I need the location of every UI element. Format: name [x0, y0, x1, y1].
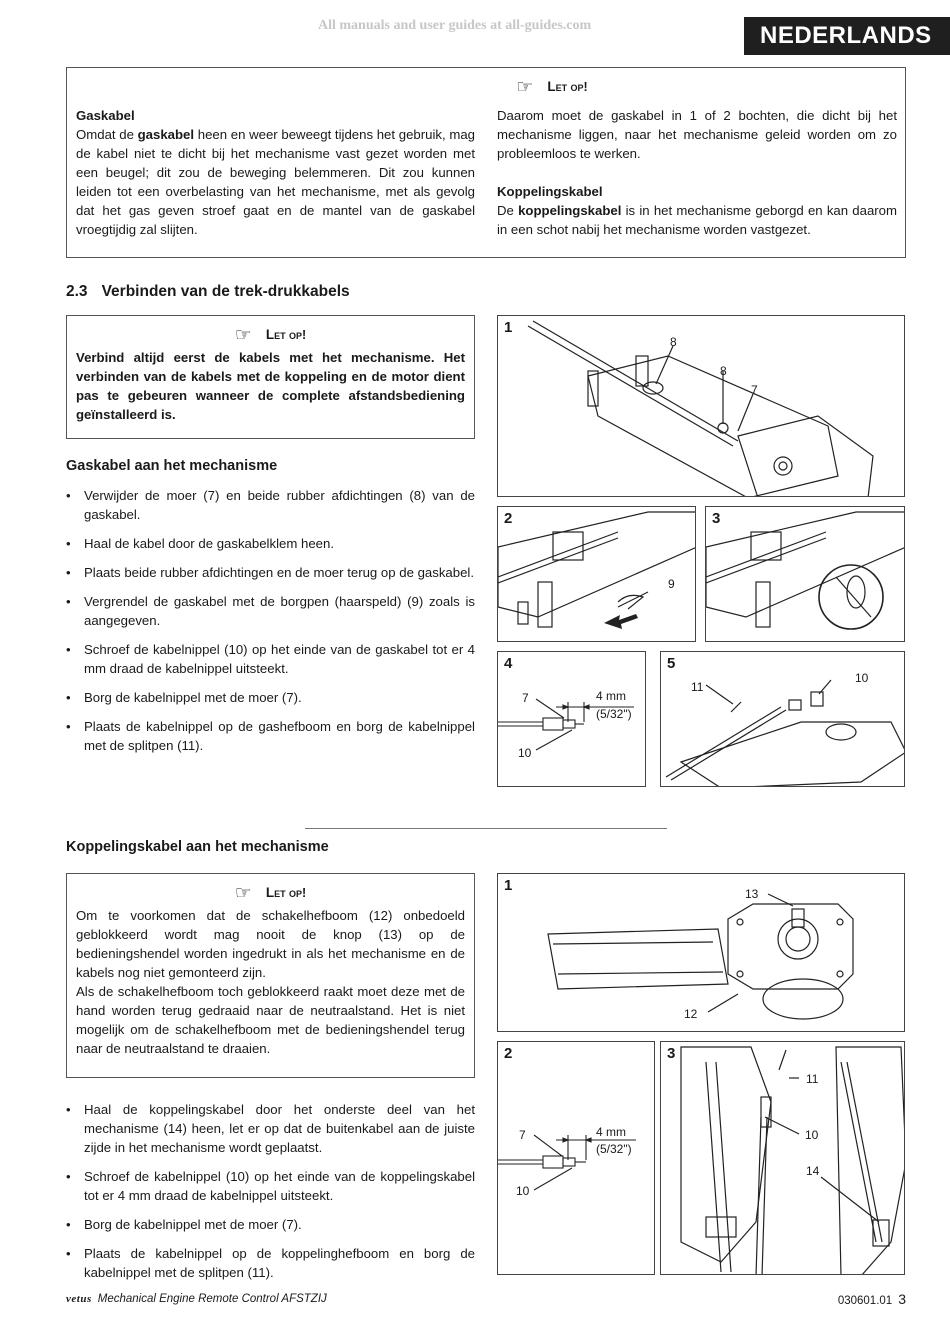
section-title: 2.3 Verbinden van de trek-drukkabels — [66, 283, 350, 300]
list-item: • Haal de koppelingskabel door het onderste deel van het mechanisme (14) heen, let er op dat de buitenkabel aan de juiste zijde in het mechanisme wordt geplaatst. — [66, 1100, 475, 1157]
footer-model: Mechanical Engine Remote Control AFSTZIJ — [97, 1293, 327, 1305]
notice-right-text: Daarom moet de gaskabel in 1 of 2 bochten, die dicht bij het mechanisme liggen, naar het mechanisme geleid worden om zo probleemloos te werken. — [497, 108, 897, 161]
figure-gas-5 — [660, 651, 905, 787]
notice-mid-text: Verbind altijd eerst de kabels met het mechanisme. Het verbinden van de kabels met de koppeling en de motor dient pas te gebeuren wanneer de complete afstandsbediening geïnstalleerd is. — [76, 350, 465, 422]
list-item: • Plaats de kabelnippel op de gashefboom en borg de kabelnippel met de splitpen (11). — [66, 717, 475, 755]
dimension-inch-label: (5/32") — [596, 707, 632, 721]
figure-number: 3 — [712, 510, 721, 527]
callout-10: 10 — [805, 1128, 819, 1142]
callout-10: 10 — [855, 671, 869, 685]
notice-box-top — [66, 67, 906, 258]
figure-number: 1 — [504, 877, 513, 894]
list-item: • Schroef de kabelnippel (10) op het einde van de koppelingskabel tot er 4 mm draad de kabelnippel uitsteekt. — [66, 1167, 475, 1205]
notice-title: Let op! — [265, 885, 307, 900]
callout-10: 10 — [518, 746, 532, 760]
list-item: • Plaats de kabelnippel op de koppelinghefboom en borg de kabelnippel met de splitpen (11). — [66, 1244, 475, 1282]
pointing-hand-icon: ☞ — [516, 76, 534, 98]
list-item: • Borg de kabelnippel met de moer (7). — [66, 688, 475, 707]
callout-11: 11 — [806, 1072, 819, 1086]
callout-9: 9 — [668, 577, 675, 591]
figure-number: 4 — [504, 655, 513, 672]
doc-number: 030601.01 — [837, 1295, 893, 1307]
list-item: • Schroef de kabelnippel (10) op het einde van de gaskabel tot er 4 mm draad de kabelnippel uitsteekt. — [66, 640, 475, 678]
notice-box-mid — [66, 315, 475, 439]
notice-left-text: Omdat de gaskabel heen en weer beweegt tijdens het gebruik, mag de kabel niet te dicht bij het mechanisme vast gezet worden met een beugel; dit zou de beweging belemmeren. Dit zou kunnen leiden tot een overbelasting van het mechanisme, met als gevolg dat het gas geven stroef gaat en de mantel van de gaskabel vroegtijdig zal slijten. — [76, 127, 475, 237]
callout-12: 12 — [684, 1007, 698, 1021]
mechanism-drawing — [498, 874, 905, 1032]
notice-left-column — [76, 106, 475, 239]
mechanism-drawing — [661, 1042, 905, 1275]
notice-paragraph: Om te voorkomen dat de schakelhefboom (12) onbedoeld geblokkeerd wordt mag nooit de knop (13) op de bedieningshendel worden ingedrukt in als het mechanisme en de kabels nog niet gemonteerd zijn. — [76, 908, 465, 980]
figure-clutch-2 — [497, 1041, 655, 1275]
notice-right-text-2: De koppelingskabel is in het mechanisme geborgd en kan daarom in een schot nabij het mechanisme worden vastgezet. — [497, 203, 898, 237]
callout-8: 8 — [720, 364, 727, 378]
footer-right — [838, 1290, 906, 1311]
page-footer — [66, 1290, 906, 1309]
callout-11: 11 — [691, 680, 704, 694]
pointing-hand-icon: ☞ — [234, 324, 252, 346]
figure-clutch-3 — [660, 1041, 905, 1275]
notice-right-column — [497, 106, 897, 239]
notice-box-clutch — [66, 873, 475, 1078]
figure-gas-3 — [705, 506, 905, 642]
callout-13: 13 — [745, 887, 759, 901]
notice-heading — [67, 325, 474, 345]
gas-cable-steps — [66, 486, 475, 765]
notice-right-heading: Koppelingskabel — [497, 184, 603, 199]
mechanism-drawing — [498, 507, 696, 642]
mechanism-drawing — [706, 507, 905, 642]
callout-14: 14 — [806, 1164, 820, 1178]
language-tab: NEDERLANDS — [744, 17, 950, 55]
section-divider — [305, 828, 667, 829]
notice-paragraph: Als de schakelhefboom toch geblokkeerd raakt moet deze met de hand worden terug gedraaid naar de neutraalstand. Het is niet mogelijk om de schakelhefboom met de bedieningshendel terug naar de neutraalstand te draaien. — [76, 984, 465, 1056]
pointing-hand-icon: ☞ — [234, 882, 252, 904]
dimension-label: 4 mm — [596, 689, 626, 703]
list-item: • Verwijder de moer (7) en beide rubber afdichtingen (8) van de gaskabel. — [66, 486, 475, 524]
brand-logo: vetus — [66, 1293, 92, 1305]
mechanism-drawing — [498, 316, 905, 497]
notice-clutch-text — [76, 906, 465, 1058]
notice-heading — [67, 883, 474, 903]
figure-gas-2 — [497, 506, 696, 642]
figure-number: 3 — [667, 1045, 676, 1062]
figure-gas-4 — [497, 651, 646, 787]
notice-title: Let op! — [547, 79, 588, 94]
callout-7: 7 — [751, 383, 758, 397]
clutch-cable-title: Koppelingskabel aan het mechanisme — [66, 839, 329, 855]
list-item: • Borg de kabelnippel met de moer (7). — [66, 1215, 475, 1234]
callout-8: 8 — [670, 335, 677, 349]
figure-gas-1 — [497, 315, 905, 497]
figure-number: 2 — [504, 510, 513, 527]
notice-title: Let op! — [265, 327, 307, 342]
figure-number: 1 — [504, 319, 513, 336]
clutch-cable-steps — [66, 1100, 475, 1292]
notice-heading — [427, 77, 677, 97]
dimension-inch-label: (5/32") — [596, 1142, 632, 1156]
dimension-label: 4 mm — [596, 1125, 626, 1139]
callout-10: 10 — [516, 1184, 530, 1198]
figure-number: 5 — [667, 655, 676, 672]
callout-7: 7 — [522, 691, 529, 705]
figure-number: 2 — [504, 1045, 513, 1062]
figure-clutch-1 — [497, 873, 905, 1032]
gas-cable-title: Gaskabel aan het mechanisme — [66, 458, 278, 474]
list-item: • Haal de kabel door de gaskabelklem heen. — [66, 534, 475, 553]
list-item: • Plaats beide rubber afdichtingen en de moer terug op de gaskabel. — [66, 563, 475, 582]
mechanism-drawing — [661, 652, 905, 787]
notice-left-heading: Gaskabel — [76, 108, 135, 123]
list-item: • Vergrendel de gaskabel met de borgpen (haarspeld) (9) zoals is aangegeven. — [66, 592, 475, 630]
page-number: 3 — [898, 1291, 906, 1307]
watermark: All manuals and user guides at all-guides.com — [318, 18, 592, 33]
callout-7: 7 — [519, 1128, 526, 1142]
